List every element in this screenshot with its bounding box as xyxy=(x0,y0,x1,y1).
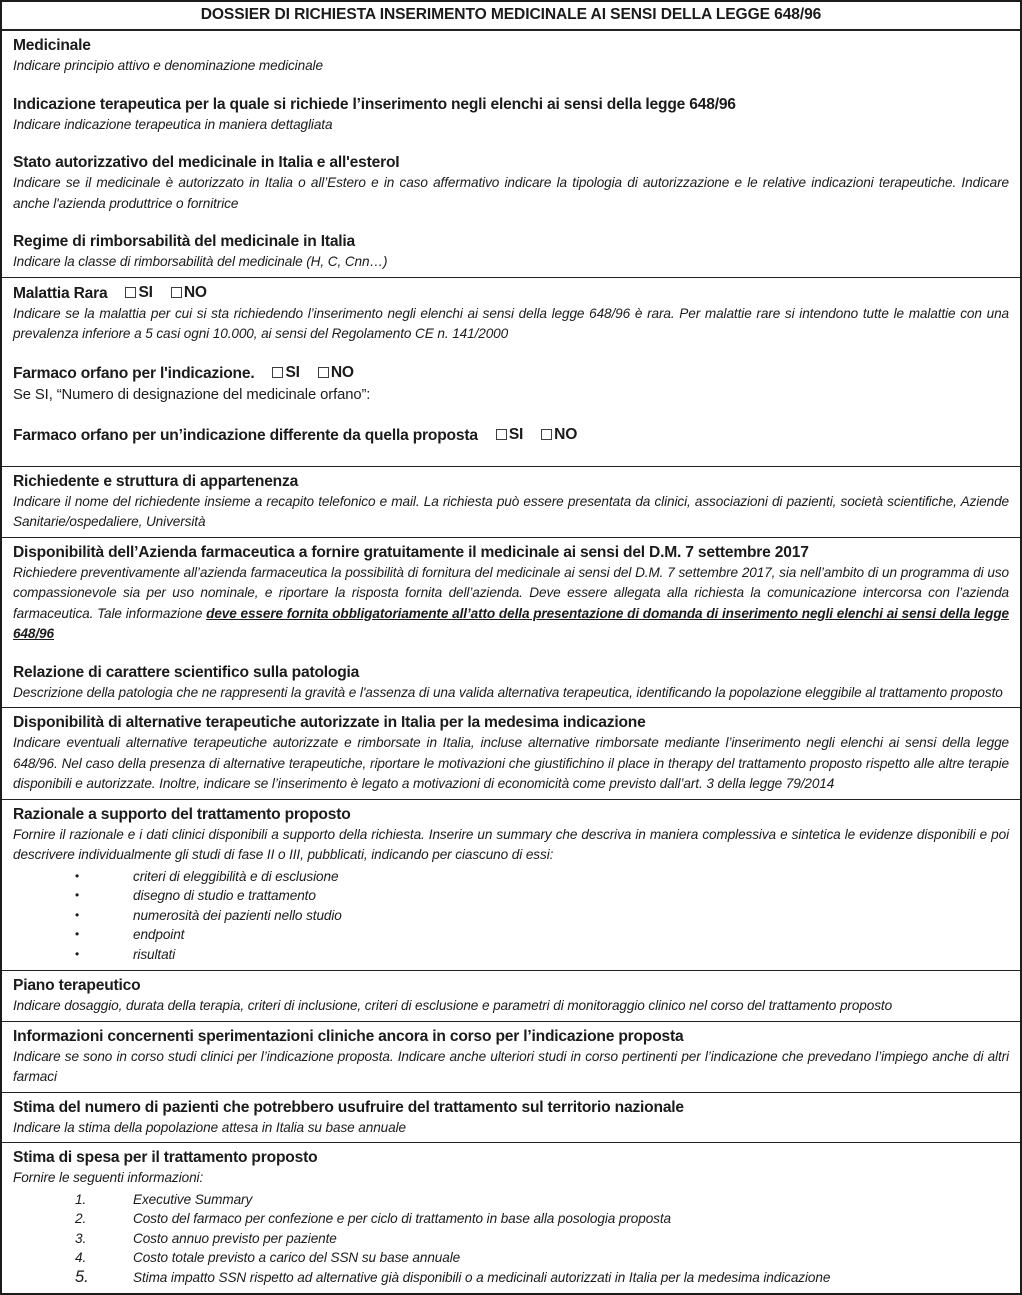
bullet-icon: • xyxy=(75,888,80,902)
section-description: Indicare eventuali alternative terapeutiche autorizzate e rimborsate in Italia, incluse alternative rimborsate mediante l’inserimento negli elenchi ai sensi della legge 648/96. Nel caso della presenza di alternative terapeutiche, riportare le motivazioni che giustifichino il place in therapy del trattamento proposto rispetto alle altre terapie disponibili e autorizzate. Inoltre, indicare se l’inserimento è legato a motivazioni di economicità come previsto dall’art. 3 della legge 79/2014 xyxy=(13,735,1009,791)
bullet-list xyxy=(13,867,1009,965)
bullet-icon: • xyxy=(75,907,80,922)
section-description: Indicare se il medicinale è autorizzato in Italia o all’Estero e in caso affermativo indicare la tipologia di autorizzazione e le relative indicazioni terapeutiche. Indicare anche l'azienda produttrice o fornitrice xyxy=(13,175,1009,211)
list-item xyxy=(13,1209,1009,1229)
list-item-text: disegno di studio e trattamento xyxy=(133,888,316,903)
description-text: Richiedere preventivamente all’azienda farmaceutica la possibilità di fornitura del medicinale ai sensi del D.M. 7 settembre 2017, sia nell’ambito di un programma di uso compassionevole sia per uso nominale, e riportare la risposta fornita dell’azienda. Deve essere allegata alla richiesta la comunicazione intercorsa con l’azienda farmaceutica. Tale informazione xyxy=(13,564,1009,621)
section-row xyxy=(2,970,1020,1021)
section-heading-text: Medicinale xyxy=(13,37,91,54)
section-heading-text: Stima di spesa per il trattamento proposto xyxy=(13,1149,318,1166)
bullet-icon: • xyxy=(75,868,80,883)
section-heading-text: Stima del numero di pazienti che potrebbero usufruire del trattamento sul territorio nazionale xyxy=(13,1098,684,1116)
section-row xyxy=(2,1021,1020,1092)
spacer xyxy=(13,214,1009,230)
section-row xyxy=(2,707,1020,799)
item-number: 3. xyxy=(75,1230,87,1246)
section-heading-text: Relazione di carattere scientifico sulla patologia xyxy=(13,663,360,681)
list-item xyxy=(13,1229,1009,1249)
section-heading xyxy=(13,35,1009,56)
section-heading xyxy=(13,94,1009,115)
section-row xyxy=(2,277,1020,466)
checkbox-option-no[interactable] xyxy=(318,362,354,383)
checkbox-option-si[interactable] xyxy=(272,362,299,383)
checkbox-option-si[interactable] xyxy=(496,424,523,445)
section-description: Fornire le seguenti informazioni: xyxy=(13,1170,204,1185)
checkbox-icon[interactable] xyxy=(125,287,136,298)
section-description: Indicare se sono in corso studi clinici per l’indicazione proposta. Indicare anche ulteriori studi in corso pertinenti per l’indicazione che prevedano l’impiego anche di altri farmaci xyxy=(13,1048,1009,1084)
section-heading xyxy=(13,362,1009,384)
section-heading-text: Malattia Rara xyxy=(13,284,108,302)
mandatory-note-text: deve essere fornita obbligatoriamente all’atto della presentazione di domanda di inserimento negli elenchi ai sensi della legge 648/96 xyxy=(13,605,1009,641)
section-heading-text: Razionale a supporto del trattamento proposto xyxy=(13,805,351,823)
section-description: Indicare la classe di rimborsabilità del medicinale (H, C, Cnn…) xyxy=(13,254,388,269)
list-item-text: Executive Summary xyxy=(133,1191,253,1207)
section-row xyxy=(2,537,1020,708)
spacer xyxy=(13,77,1009,93)
section-description: Indicare il nome del richiedente insieme a recapito telefonico e mail. La richiesta può essere presentata da clinici, associazioni di pazienti, società scientifiche, Aziende Sanitarie/ospedaliere, Università xyxy=(13,493,1009,529)
section-heading xyxy=(13,1147,1009,1168)
checkbox-option-no[interactable] xyxy=(541,424,577,445)
list-item xyxy=(13,945,1009,965)
section-description: Fornire il razionale e i dati clinici disponibili a supporto della richiesta. Inserire un summary che descriva in maniera complessiva e sintetica le evidenze disponibili e poi descrivere individualmente gli studi di fase II o III, pubblicati, indicando per ciascuno di essi: xyxy=(13,826,1009,862)
section-heading xyxy=(13,1026,1009,1047)
checkbox-option-si[interactable] xyxy=(125,282,152,303)
checkbox-label: SI xyxy=(508,425,524,443)
section-description: Indicare la stima della popolazione attesa in Italia su base annuale xyxy=(13,1119,406,1135)
list-item-text: Costo del farmaco per confezione e per ciclo di trattamento in base alla posologia proposta xyxy=(133,1211,671,1226)
section-heading xyxy=(13,424,1009,446)
section-description: Indicare principio attivo e denominazione medicinale xyxy=(13,58,323,73)
section-row xyxy=(2,799,1020,971)
spacer xyxy=(13,645,1009,661)
document-rows xyxy=(2,29,1020,1293)
bullet-icon: • xyxy=(75,946,80,961)
section-heading xyxy=(13,975,1009,996)
item-number: 2. xyxy=(75,1211,87,1226)
section-heading xyxy=(13,152,1009,173)
section-description: Indicare dosaggio, durata della terapia, criteri di inclusione, criteri di esclusione e parametri di monitoraggio clinico nel corso del trattamento proposto xyxy=(13,998,893,1013)
section-heading-text: Stato autorizzativo del medicinale in Italia e all'esteroI xyxy=(13,154,400,171)
section-heading xyxy=(13,542,1009,563)
list-item-text: endpoint xyxy=(133,927,185,942)
spacer xyxy=(13,135,1009,151)
section-heading-text: Richiedente e struttura di appartenenza xyxy=(13,472,299,490)
list-item-text: risultati xyxy=(133,946,176,962)
list-item-text: Costo annuo previsto per paziente xyxy=(133,1230,337,1246)
checkbox-label: SI xyxy=(285,363,300,381)
section-row xyxy=(2,466,1020,537)
section-heading xyxy=(13,804,1009,825)
checkbox-icon[interactable] xyxy=(541,429,552,440)
checkbox-icon[interactable] xyxy=(496,429,507,440)
checkbox-option-no[interactable] xyxy=(171,282,207,303)
section-heading xyxy=(13,231,1009,252)
section-heading xyxy=(13,662,1009,683)
section-row xyxy=(2,1142,1020,1293)
list-item-text: Costo totale previsto a carico del SSN su base annuale xyxy=(133,1250,461,1265)
item-number: 4. xyxy=(75,1250,87,1265)
list-item-text: Stima impatto SSN rispetto ad alternative già disponibili o a medicinali autorizzati in Italia per la medesima indicazione xyxy=(133,1269,831,1285)
section-description: Descrizione della patologia che ne rappresenti la gravità e l'assenza di una valida alternativa terapeutica, identificando la popolazione eleggibile al trattamento proposto xyxy=(13,684,1003,700)
section-heading xyxy=(13,471,1009,492)
section-row xyxy=(2,29,1020,277)
checkbox-icon[interactable] xyxy=(171,287,182,298)
checkbox-label: NO xyxy=(330,363,354,381)
note-text: Se SI, “Numero di designazione del medicinale orfano”: xyxy=(13,386,371,403)
section-heading-text: Disponibilità dell’Azienda farmaceutica a fornire gratuitamente il medicinale ai sensi del D.M. 7 settembre 2017 xyxy=(13,543,809,561)
list-item-text: numerosità dei pazienti nello studio xyxy=(133,907,342,923)
section-description xyxy=(13,563,1009,645)
section-heading-text: Farmaco orfano per un’indicazione differente da quella proposta xyxy=(13,426,478,444)
checkbox-icon[interactable] xyxy=(272,367,283,378)
spacer xyxy=(13,446,1009,462)
checkbox-label: NO xyxy=(554,425,578,443)
checkbox-label: NO xyxy=(183,283,207,301)
list-item xyxy=(13,925,1009,945)
bullet-icon: • xyxy=(75,927,80,941)
list-item xyxy=(13,1248,1009,1268)
list-item xyxy=(13,1190,1009,1210)
list-item xyxy=(13,886,1009,906)
list-item xyxy=(13,867,1009,887)
list-item-text: criteri di eleggibilità e di esclusione xyxy=(133,868,339,884)
list-item xyxy=(13,1268,1009,1288)
section-heading xyxy=(13,1097,1009,1118)
section-heading xyxy=(13,712,1009,733)
section-description: Indicare indicazione terapeutica in maniera dettagliata xyxy=(13,116,333,132)
document-title: DOSSIER DI RICHIESTA INSERIMENTO MEDICINALE AI SENSI DELLA LEGGE 648/96 xyxy=(200,6,822,23)
item-number: 1. xyxy=(75,1191,87,1207)
section-heading-text: Indicazione terapeutica per la quale si richiede l’inserimento negli elenchi ai sensi della legge 648/96 xyxy=(13,95,736,113)
item-number: 5. xyxy=(75,1267,89,1286)
section-heading-text: Farmaco orfano per l'indicazione. xyxy=(13,364,255,382)
section-description: Indicare se la malattia per cui si sta richiedendo l’inserimento negli elenchi ai sensi della legge 648/96 è rara. Per malattie rare si intendono tutte le malattie con una prevalenza inferiore a 5 casi ogni 10.000, ai sensi del Regolamento CE n. 141/2000 xyxy=(13,305,1009,341)
section-heading xyxy=(13,282,1009,304)
section-heading-text: Piano terapeutico xyxy=(13,977,141,994)
list-item xyxy=(13,906,1009,926)
section-heading-text: Disponibilità di alternative terapeutiche autorizzate in Italia per la medesima indicazione xyxy=(13,714,646,731)
numbered-list xyxy=(13,1190,1009,1288)
checkbox-label: SI xyxy=(138,283,153,301)
checkbox-icon[interactable] xyxy=(318,367,329,378)
section-heading-text: Regime di rimborsabilità del medicinale in Italia xyxy=(13,233,356,250)
section-row xyxy=(2,1092,1020,1143)
section-heading-text: Informazioni concernenti sperimentazioni cliniche ancora in corso per l’indicazione proposta xyxy=(13,1027,684,1045)
spacer xyxy=(13,345,1009,361)
spacer xyxy=(13,407,1009,423)
